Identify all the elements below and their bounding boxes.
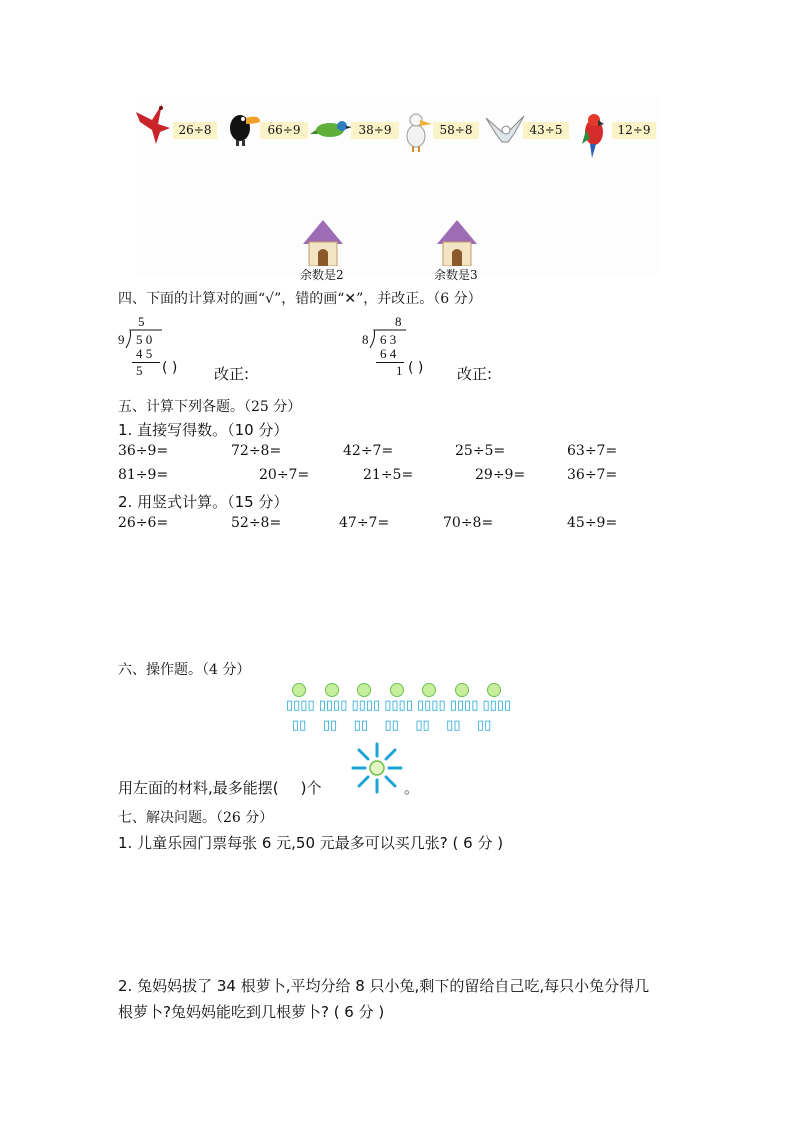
part-2-title: 2. 用竖式计算。（15 分） bbox=[118, 493, 289, 511]
expression-card: 38÷9 bbox=[351, 122, 399, 139]
circle-icon bbox=[325, 683, 339, 697]
stick-row-2: ▯▯ ▯▯ ▯▯ ▯▯ ▯▯ ▯▯ ▯▯ bbox=[292, 718, 492, 733]
calc-item: 21÷5= bbox=[363, 467, 414, 483]
sun-figure-icon bbox=[349, 742, 405, 794]
expression-card: 66÷9 bbox=[260, 122, 308, 139]
parrot-icon bbox=[580, 110, 608, 158]
section-5-title: 五、计算下列各题。（25 分） bbox=[118, 399, 302, 415]
house-label: 余数是2 bbox=[300, 268, 344, 282]
remainder: 5 bbox=[136, 363, 143, 378]
red-bird-icon bbox=[134, 98, 174, 146]
quotient: 8 bbox=[395, 314, 402, 329]
product: 6 4 bbox=[380, 346, 397, 361]
calc-item: 63÷7= bbox=[567, 443, 618, 459]
house-icon bbox=[299, 220, 347, 266]
calc-item: 52÷8= bbox=[231, 515, 282, 531]
house-icon bbox=[433, 220, 481, 266]
calc-item: 36÷9= bbox=[118, 443, 169, 459]
circle-icon bbox=[422, 683, 436, 697]
answer-paren[interactable]: ( ) bbox=[162, 360, 178, 376]
answer-paren[interactable]: ( ) bbox=[408, 360, 424, 376]
calc-item: 42÷7= bbox=[343, 443, 394, 459]
calc-item: 81÷9= bbox=[118, 467, 169, 483]
calc-item: 45÷9= bbox=[567, 515, 618, 531]
question-1: 1. 儿童乐园门票每张 6 元,50 元最多可以买几张? ( 6 分 ) bbox=[118, 834, 504, 852]
fix-label: 改正: bbox=[214, 365, 250, 383]
circle-icon bbox=[455, 683, 469, 697]
seagull-icon bbox=[484, 112, 526, 150]
question-2-line-2: 根萝卜?兔妈妈能吃到几根萝卜? ( 6 分 ) bbox=[118, 1003, 385, 1021]
calc-item: 29÷9= bbox=[475, 467, 526, 483]
circle-icon bbox=[292, 683, 306, 697]
calc-item: 70÷8= bbox=[443, 515, 494, 531]
remainder: 1 bbox=[396, 363, 403, 378]
expression-card: 43÷5 bbox=[523, 122, 569, 139]
prompt-end: 。 bbox=[404, 779, 420, 797]
calc-item: 72÷8= bbox=[231, 443, 282, 459]
question-2-line-1: 2. 兔妈妈拔了 34 根萝卜,平均分给 8 只小兔,剩下的留给自己吃,每只小兔分得几 bbox=[118, 977, 650, 995]
quotient: 5 bbox=[138, 314, 145, 329]
toucan-icon bbox=[226, 106, 262, 146]
expression-card: 58÷8 bbox=[433, 122, 479, 139]
dividend: 5 0 bbox=[136, 332, 153, 347]
product: 4 5 bbox=[136, 346, 153, 361]
section-6-title: 六、操作题。（4 分） bbox=[118, 662, 251, 678]
pelican-icon bbox=[400, 110, 434, 152]
section-7-title: 七、解决问题。（26 分） bbox=[118, 810, 274, 826]
operation-prompt: 用左面的材料,最多能摆( )个 bbox=[118, 779, 322, 797]
calc-item: 36÷7= bbox=[567, 467, 618, 483]
house-label: 余数是3 bbox=[434, 268, 478, 282]
circle-icon bbox=[487, 683, 501, 697]
divisor: 8 bbox=[362, 332, 369, 347]
circle-icon bbox=[390, 683, 404, 697]
green-bird-icon bbox=[310, 116, 352, 142]
calc-item: 20÷7= bbox=[259, 467, 310, 483]
section-4-title: 四、下面的计算对的画“√”，错的画“✕”，并改正。（6 分） bbox=[118, 291, 482, 307]
circle-icon bbox=[357, 683, 371, 697]
expression-card: 26÷8 bbox=[173, 122, 217, 139]
dividend: 6 3 bbox=[380, 332, 397, 347]
part-1-title: 1. 直接写得数。（10 分） bbox=[118, 421, 289, 439]
stick-row-1: ▯▯▯▯ ▯▯▯▯ ▯▯▯▯ ▯▯▯▯ ▯▯▯▯ ▯▯▯▯ ▯▯▯▯ bbox=[286, 698, 512, 713]
calc-item: 25÷5= bbox=[455, 443, 506, 459]
expression-card: 12÷9 bbox=[612, 122, 656, 139]
divisor: 9 bbox=[118, 332, 125, 347]
fix-label: 改正: bbox=[457, 365, 493, 383]
calc-item: 26÷6= bbox=[118, 515, 169, 531]
calc-item: 47÷7= bbox=[339, 515, 390, 531]
